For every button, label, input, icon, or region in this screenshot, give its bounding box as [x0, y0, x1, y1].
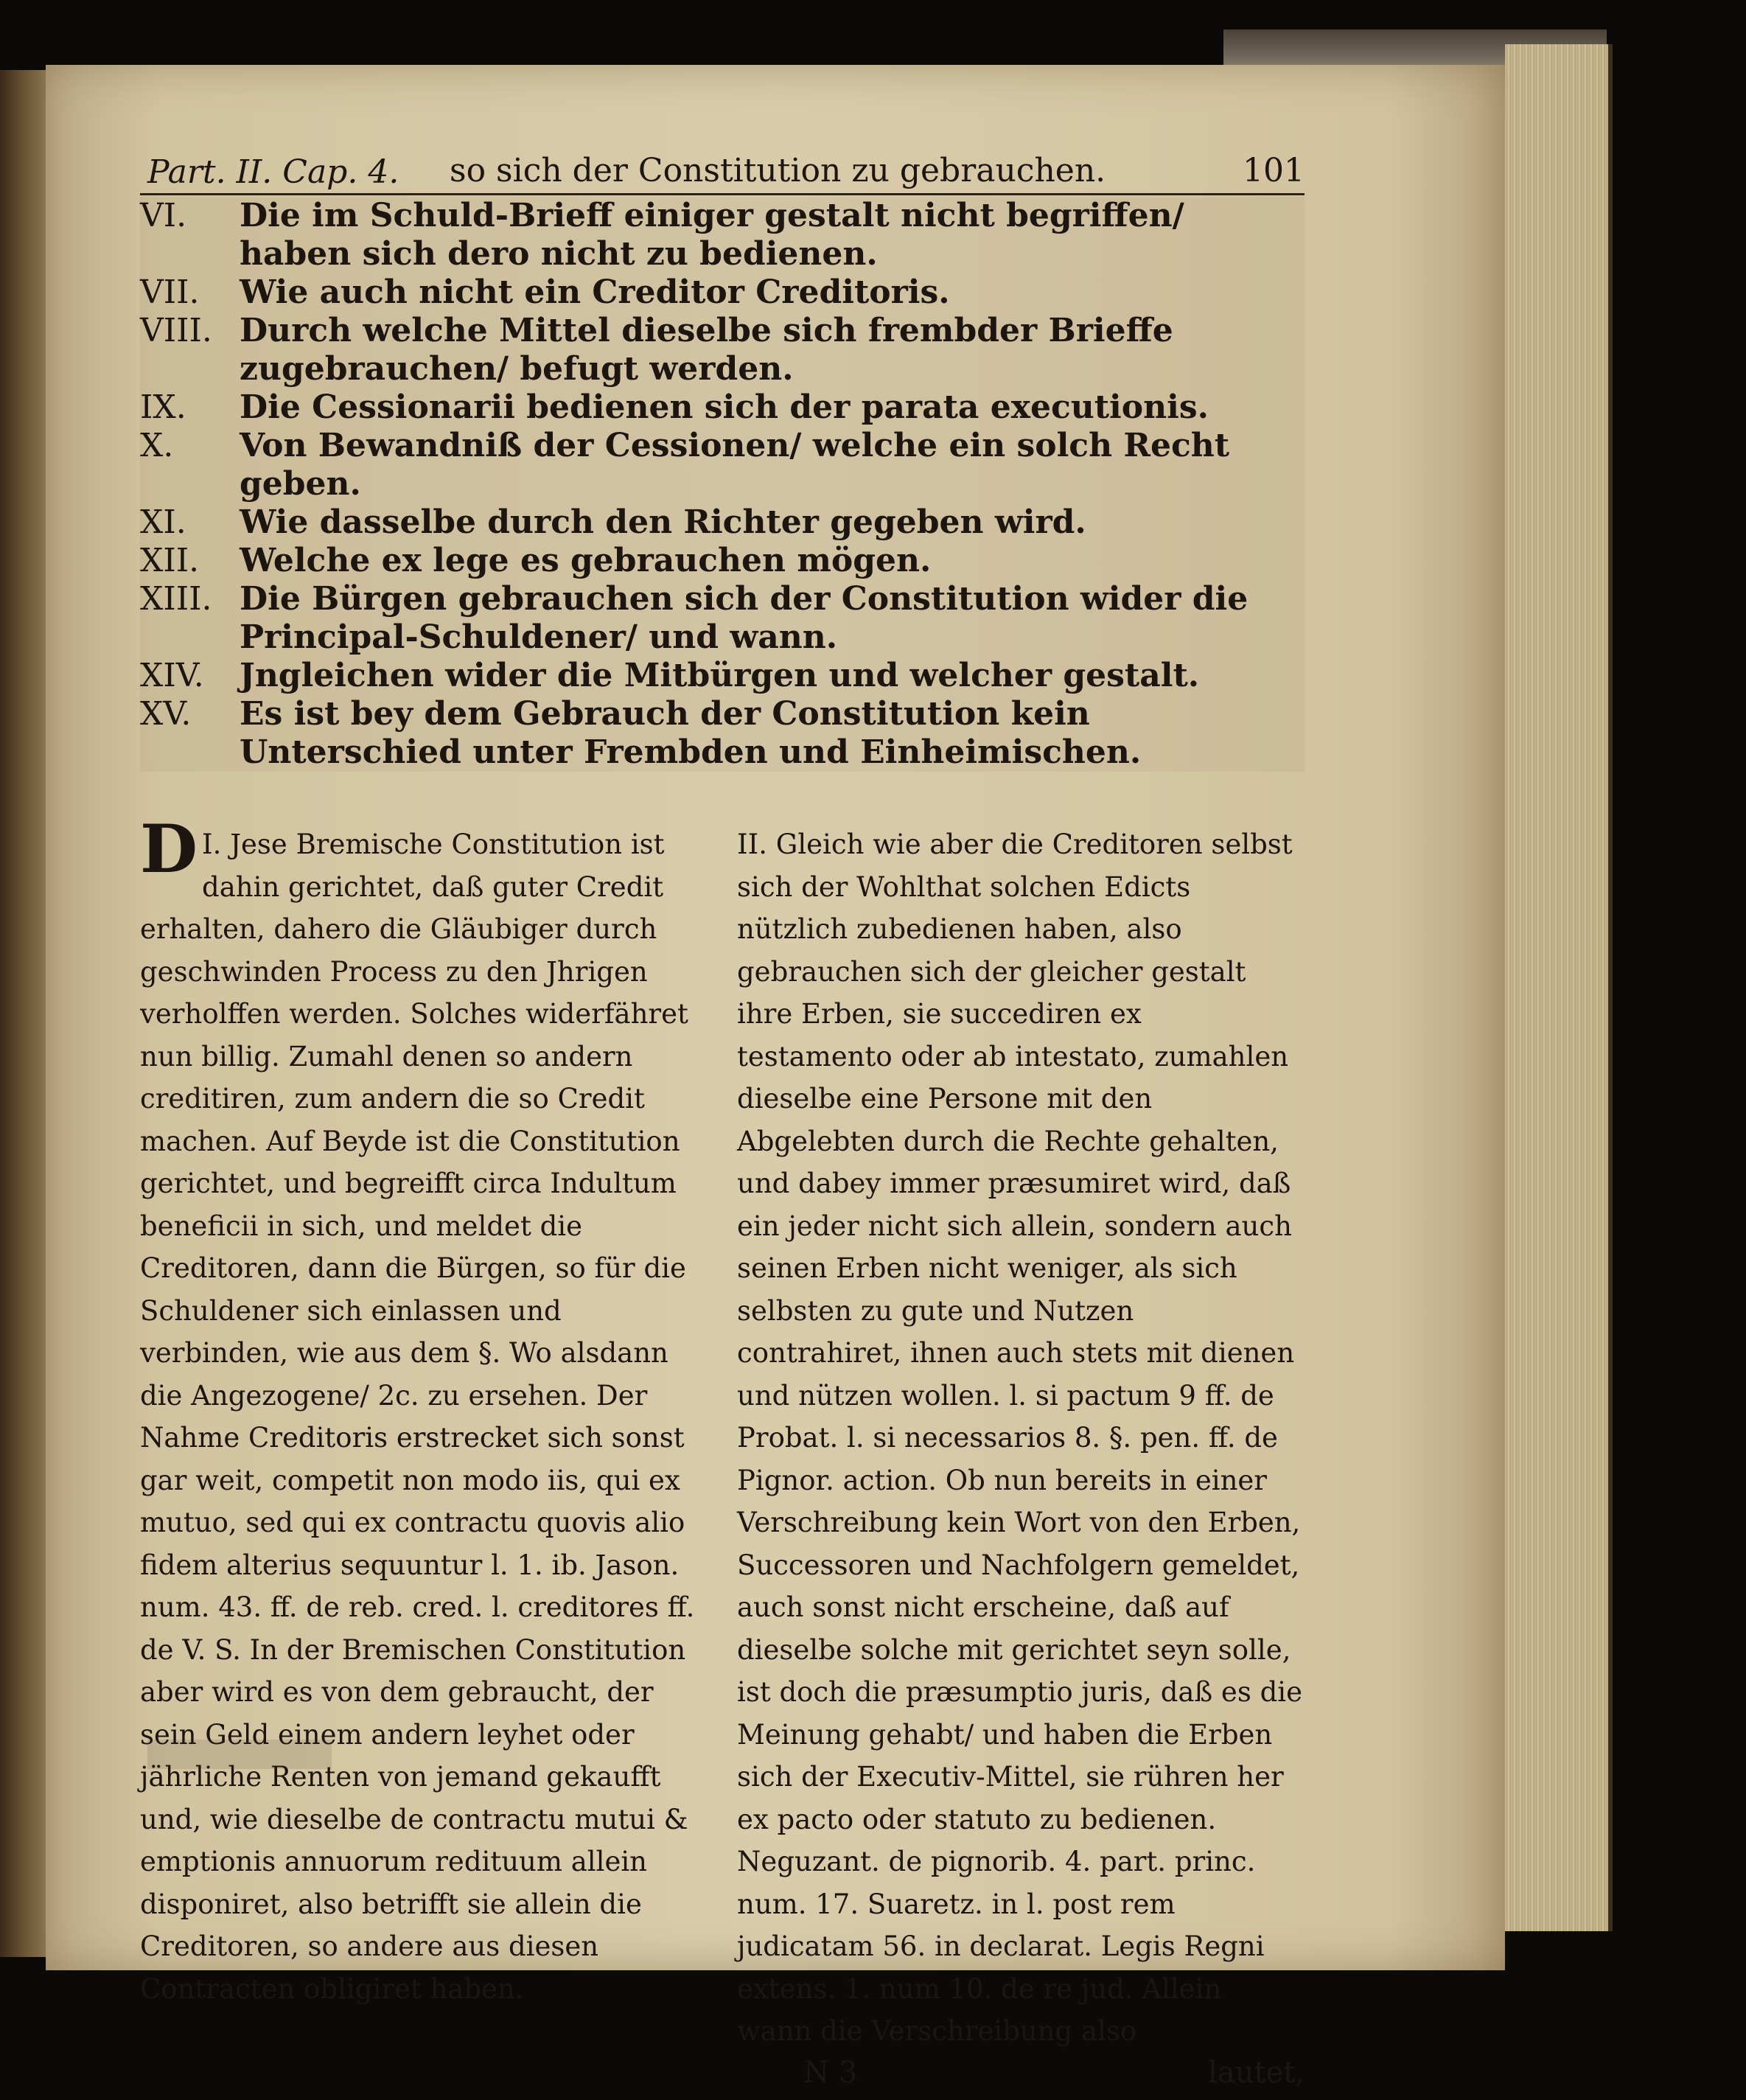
body-columns	[140, 810, 1305, 2053]
summary-number: VII.	[140, 273, 200, 311]
paragraph-text: Gleich wie aber die Creditoren selbst sich der Wohlthat solchen Edicts nützlich zubedienen haben, also gebrauchen sich der gleicher gestalt ihre Erben, sie succediren ex testamento oder ab intestato, zumahlen dieselbe eine Persone mit den Abgelebten durch die Rechte gehalten, und dabey immer præsumiret wird, daß ein jeder nicht sich allein, sondern auch seinen Erben nicht weniger, als sich selbsten zu gute und Nutzen contrahiret, ihnen auch stets mit dienen und nützen wollen. l. si pactum 9 ff. de Probat. l. si necessarios 8. §. pen. ff. de Pignor. action. Ob nun bereits in einer Verschreibung kein Wort von den Erben, Successoren und Nachfolgern gemeldet, auch sonst nicht erscheine, daß auf dieselbe solche mit gerichtet seyn solle, ist doch die præsumptio juris, daß es die Meinung gehabt/ und haben die Erben sich der Executiv-Mittel, sie rühren her ex pacto oder statuto zu bedienen. Neguzant. de pignorib. 4. part. princ. num. 17. Suaretz. in l. post rem judicatam 56. in declarat. Legis Regni extens. 1. num 10. de re jud. Allein wann die Verschreibung also	[737, 829, 1302, 2047]
header-part-chapter: Part. II. Cap. 4.	[147, 153, 399, 191]
summary-text: Die Bürgen gebrauchen sich der Constitution wider die Principal-Schuldener/ und wann.	[240, 580, 1249, 656]
paragraph-2	[737, 823, 1305, 2053]
summary-number: XIV.	[140, 657, 204, 694]
ink-show-through	[147, 1740, 332, 1769]
summary-number: IX.	[140, 388, 186, 426]
summary-item	[140, 695, 1305, 772]
summary-text: Welche ex lege es gebrauchen mögen.	[240, 542, 932, 579]
summary-text: Wie dasselbe durch den Richter gegeben wird.	[240, 503, 1086, 541]
book-binding-left	[0, 70, 46, 1957]
page-text	[140, 147, 1305, 2100]
page-number: 101	[1243, 152, 1305, 189]
summary-text: Die im Schuld-Brieff einiger gestalt nicht begriffen/ haben sich dero nicht zu bedienen.	[240, 197, 1184, 273]
chapter-summary	[140, 197, 1305, 772]
page-stack-edge	[1505, 44, 1613, 1931]
right-column	[737, 823, 1305, 2053]
running-header	[140, 147, 1305, 195]
summary-text: Von Bewandniß der Cessionen/ welche ein solch Recht geben.	[240, 427, 1230, 503]
summary-text: Es ist bey dem Gebrauch der Constitution kein Unterschied unter Frembden und Einheimischen.	[240, 695, 1142, 771]
summary-item	[140, 580, 1305, 657]
summary-number: VI.	[140, 197, 187, 234]
summary-item	[140, 503, 1305, 542]
header-title: so sich der Constitution zu gebrauchen.	[450, 152, 1106, 189]
summary-item	[140, 542, 1305, 580]
summary-text: Die Cessionarii bedienen sich der parata executionis.	[240, 388, 1209, 426]
summary-number: XI.	[140, 503, 186, 541]
section-mark: II.	[737, 829, 767, 860]
left-column	[140, 810, 708, 2053]
summary-text: Wie auch nicht ein Creditor Creditoris.	[240, 273, 950, 311]
summary-item	[140, 273, 1305, 312]
summary-item	[140, 657, 1305, 695]
paragraph-text: Jese Bremische Constitution ist dahin gerichtet, daß guter Credit erhalten, dahero die Gläubiger durch geschwinden Process zu den Jhrigen verholffen werden. Solches widerfähret nun billig. Zumahl denen so andern creditiren, zum andern die so Credit machen. Auf Beyde ist die Constitution gerichtet, und begreifft circa Indultum beneficii in sich, und meldet die Creditoren, dann die Bürgen, so für die Schuldener sich einlassen und verbinden, wie aus dem §. Wo alsdann die Angezogene/ 2c. zu ersehen. Der Nahme Creditoris erstrecket sich sonst gar weit, competit non modo iis, qui ex mutuo, sed qui ex contractu quovis alio fidem alterius sequuntur l. 1. ib. Jason. num. 43. ff. de reb. cred. l. creditores ff. de V. S. In der Bremischen Constitution aber wird es von dem gebraucht, der sein Geld einem andern leyhet oder jährliche Renten von jemand gekaufft und, wie dieselbe de contractu mutui & emptionis annuorum redituum allein disponiret, also betrifft sie allein die Creditoren, so andere aus diesen Contracten obligiret haben.	[140, 829, 695, 2005]
catchword: lautet,	[1208, 2055, 1305, 2090]
section-mark: I.	[202, 829, 222, 860]
summary-item	[140, 197, 1305, 273]
drop-cap: D	[140, 810, 198, 888]
summary-number: VIII.	[140, 312, 212, 349]
summary-number: XIII.	[140, 580, 212, 618]
summary-number: XV.	[140, 695, 192, 733]
summary-item	[140, 427, 1305, 503]
summary-text: Durch welche Mittel dieselbe sich frembder Brieffe zugebrauchen/ befugt werden.	[240, 312, 1173, 388]
page-footer	[140, 2056, 1305, 2100]
summary-number: X.	[140, 427, 174, 464]
summary-item	[140, 312, 1305, 388]
paragraph-1	[140, 810, 708, 2010]
summary-number: XII.	[140, 542, 200, 579]
summary-item	[140, 388, 1305, 427]
signature-mark: N 3	[803, 2055, 858, 2090]
summary-text: Jngleichen wider die Mitbürgen und welcher gestalt.	[240, 657, 1200, 694]
